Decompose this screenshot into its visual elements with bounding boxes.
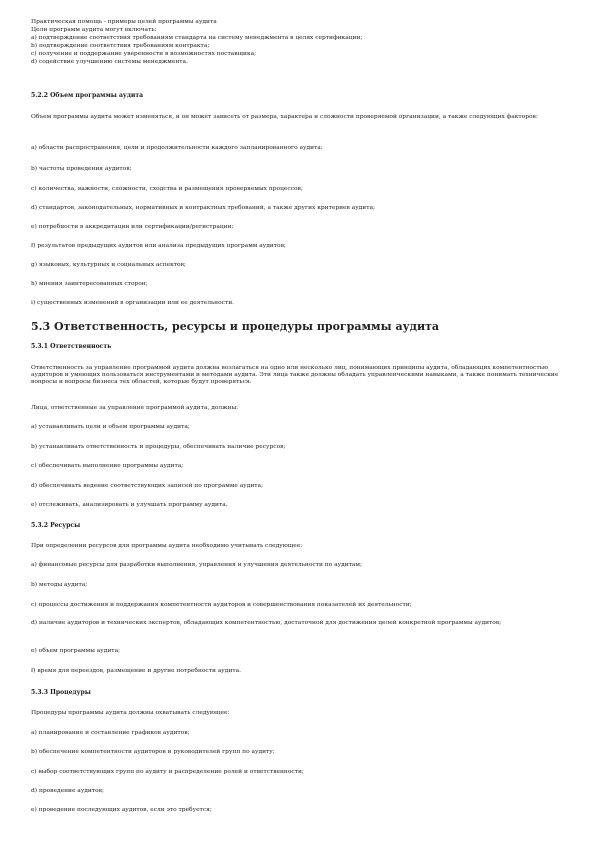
intro-line: Цели программ аудита могут включать: (31, 27, 157, 33)
list-item: e) объем программы аудита; (31, 648, 121, 654)
list-item: d) наличие аудиторов и технических экспертов, обладающих компетентностью, достаточной для достижения целей конкретной программы аудитов; (31, 620, 502, 626)
list-item: b) устанавливать ответственность и процедуры, обеспечивать наличие ресурсов; (31, 444, 286, 450)
list-item: e) потребности в аккредитации или сертификации/регистрации; (31, 224, 234, 230)
intro-list-item: a) подтверждение соответствия требованиям стандарта на систему менеджмента в целях сертификации; (31, 35, 363, 41)
list-item: c) количества, важности, сложности, сходства и размещения проверяемых процессов; (31, 186, 303, 192)
list-item: e) отслеживать, анализировать и улучшать программу аудита. (31, 502, 228, 508)
section-heading-5-3: 5.3 Ответственность, ресурсы и процедуры программы аудита (31, 320, 440, 333)
list-item: a) финансовые ресурсы для разработки выполнения, управления и улучшения деятельности по аудитам; (31, 562, 362, 568)
list-item: b) обеспечение компетентности аудиторов и руководителей групп по аудиту; (31, 749, 275, 755)
paragraph: Лица, ответственные за управление программой аудита, должны: (31, 405, 239, 411)
list-item: f) результатов предыдущих аудитов или анализа предыдущих программ аудитов; (31, 243, 286, 249)
paragraph: Ответственность за управление программой аудита должна возлагаться на одно или несколько лиц, понимающих принципы аудита, обладающих компетентностью аудиторов и умеющих пользоваться инструментами и методами аудита. Эти лица также должны обладать управленческими навыками, а также понимать технические вопросы и вопросы бизнеса тех областей, которые будут проверяться. (31, 365, 559, 385)
list-item: e) проведение последующих аудитов, если это требуется; (31, 807, 212, 813)
intro-list-item: d) содействие улучшению системы менеджмента. (31, 59, 188, 65)
intro-list-item: c) получение и поддержание уверенности в возможностях поставщика; (31, 51, 257, 57)
intro-line: Практическая помощь - примеры целей программы аудита (31, 19, 217, 25)
list-item: d) обеспечивать ведение соответствующих записей по программе аудита; (31, 483, 264, 489)
section-heading-5-3-1: 5.3.1 Ответственность (31, 343, 112, 350)
paragraph: При определении ресурсов для программы аудита необходимо учитывать следующее: (31, 543, 303, 549)
list-item: a) планирование и составление графиков аудитов; (31, 730, 190, 736)
intro-list-item: b) подтверждение соответствия требованиям контракта; (31, 43, 210, 49)
list-item: c) процессы достижения и поддержания компетентности аудиторов и совершенствования показателей их деятельности; (31, 602, 412, 608)
section-heading-5-3-3: 5.3.3 Процедуры (31, 689, 91, 696)
list-item: а) области распространения, цели и продолжительности каждого запланированного аудита; (31, 145, 323, 151)
list-item: d) стандартов, законодательных, нормативных и контрактных требований, а также других критериев аудита; (31, 205, 375, 211)
list-item: b) методы аудита; (31, 582, 88, 588)
list-item: g) языковых, культурных и социальных аспектов; (31, 262, 186, 268)
section-heading-5-3-2: 5.3.2 Ресурсы (31, 522, 81, 529)
list-item: b) частоты проведения аудитов; (31, 166, 132, 172)
paragraph: Процедуры программы аудита должны охватывать следующее: (31, 710, 230, 716)
list-item: a) устанавливать цели и объем программы аудита; (31, 424, 190, 430)
list-item: c) обеспечивать выполнение программы аудита; (31, 463, 184, 469)
paragraph: Объем программы аудита может изменяться, и он может зависеть от размера, характера и сложности проверяемой организации, а также следующих факторов: (31, 114, 538, 120)
list-item: h) мнения заинтересованных сторон; (31, 281, 148, 287)
list-item: c) выбор соответствующих групп по аудиту и распределение ролей и ответственности; (31, 769, 304, 775)
list-item: f) время для переездов, размещение и другие потребности аудита. (31, 668, 241, 674)
list-item: d) проведение аудитов; (31, 788, 104, 794)
section-heading-5-2-2: 5.2.2 Объем программы аудита (31, 92, 144, 99)
list-item: i) существенных изменений в организации или ее деятельности. (31, 300, 235, 306)
